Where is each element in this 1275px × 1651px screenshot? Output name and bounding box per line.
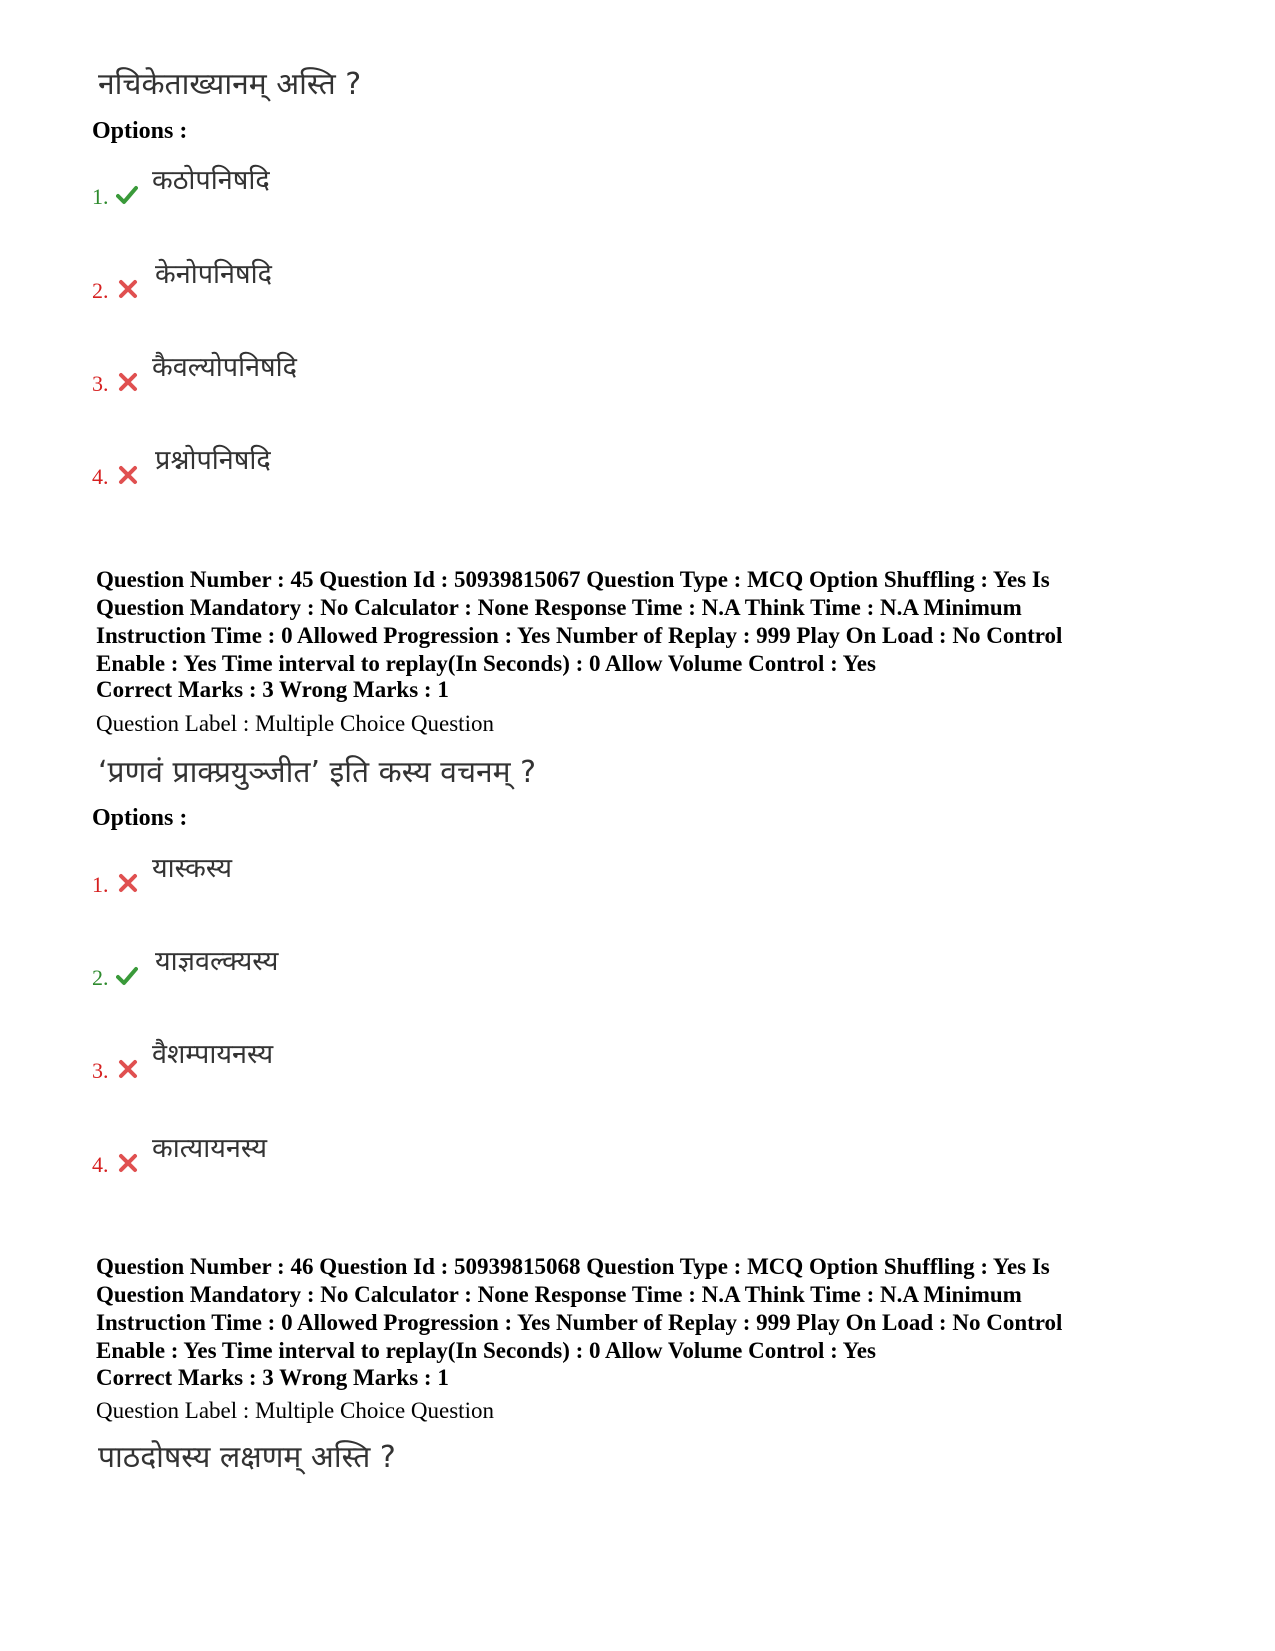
- question-46-marks: Correct Marks : 3 Wrong Marks : 1: [96, 1365, 449, 1390]
- meta-line: Instruction Time : 0 Allowed Progression : Yes Number of Replay : 999 Play On Load : No Control: [96, 623, 1063, 648]
- option-number: 2.: [92, 278, 109, 303]
- meta-line: Enable : Yes Time interval to replay(In Seconds) : 0 Allow Volume Control : Yes: [96, 1338, 876, 1363]
- option-text: याज्ञवल्क्यस्य: [155, 946, 279, 977]
- cross-icon: [117, 1058, 139, 1080]
- meta-line: Enable : Yes Time interval to replay(In Seconds) : 0 Allow Volume Control : Yes: [96, 651, 876, 676]
- option-text: केनोपनिषदि: [155, 259, 272, 290]
- cross-icon: [117, 278, 139, 300]
- meta-line: Question Number : 45 Question Id : 50939815067 Question Type : MCQ Option Shuffling : Yes Is: [96, 567, 1050, 592]
- question-46-text: पाठदोषस्य लक्षणम् अस्ति ?: [98, 1440, 396, 1475]
- option-text: प्रश्नोपनिषदि: [155, 445, 271, 476]
- meta-line: Question Mandatory : No Calculator : None Response Time : N.A Think Time : N.A Minimum: [96, 1282, 1022, 1307]
- option-number: 4.: [92, 464, 109, 489]
- option-text: यास्कस्य: [152, 853, 233, 884]
- question-45-text: ‘प्रणवं प्राक्प्रयुञ्जीत’ इति कस्य वचनम् ?: [98, 755, 537, 790]
- meta-line: Question Mandatory : No Calculator : None Response Time : N.A Think Time : N.A Minimum: [96, 595, 1022, 620]
- check-icon: [116, 184, 138, 206]
- check-icon: [116, 965, 138, 987]
- cross-icon: [117, 872, 139, 894]
- option-text: कठोपनिषदि: [152, 165, 270, 196]
- option-text: वैशम्पायनस्य: [152, 1039, 274, 1070]
- question-45-meta: [96, 566, 1206, 678]
- cross-icon: [117, 464, 139, 486]
- option-text: कात्यायनस्य: [152, 1133, 268, 1164]
- question-45-label: Question Label : Multiple Choice Question: [96, 711, 494, 736]
- question-46-meta: [96, 1253, 1206, 1365]
- option-number: 1.: [92, 872, 109, 897]
- question-45-marks: Correct Marks : 3 Wrong Marks : 1: [96, 677, 449, 702]
- options-label-44: Options :: [92, 118, 188, 144]
- option-number: 1.: [92, 184, 109, 209]
- meta-line: Instruction Time : 0 Allowed Progression : Yes Number of Replay : 999 Play On Load : No Control: [96, 1310, 1063, 1335]
- meta-line: Question Number : 46 Question Id : 50939815068 Question Type : MCQ Option Shuffling : Yes Is: [96, 1254, 1050, 1279]
- option-number: 2.: [92, 965, 109, 990]
- option-number: 4.: [92, 1152, 109, 1177]
- option-number: 3.: [92, 1058, 109, 1083]
- options-label-45: Options :: [92, 805, 188, 831]
- cross-icon: [117, 1152, 139, 1174]
- option-number: 3.: [92, 371, 109, 396]
- option-text: कैवल्योपनिषदि: [152, 352, 297, 383]
- question-44-text: नचिकेताख्यानम् अस्ति ?: [98, 67, 362, 102]
- cross-icon: [117, 371, 139, 393]
- question-46-label: Question Label : Multiple Choice Question: [96, 1398, 494, 1423]
